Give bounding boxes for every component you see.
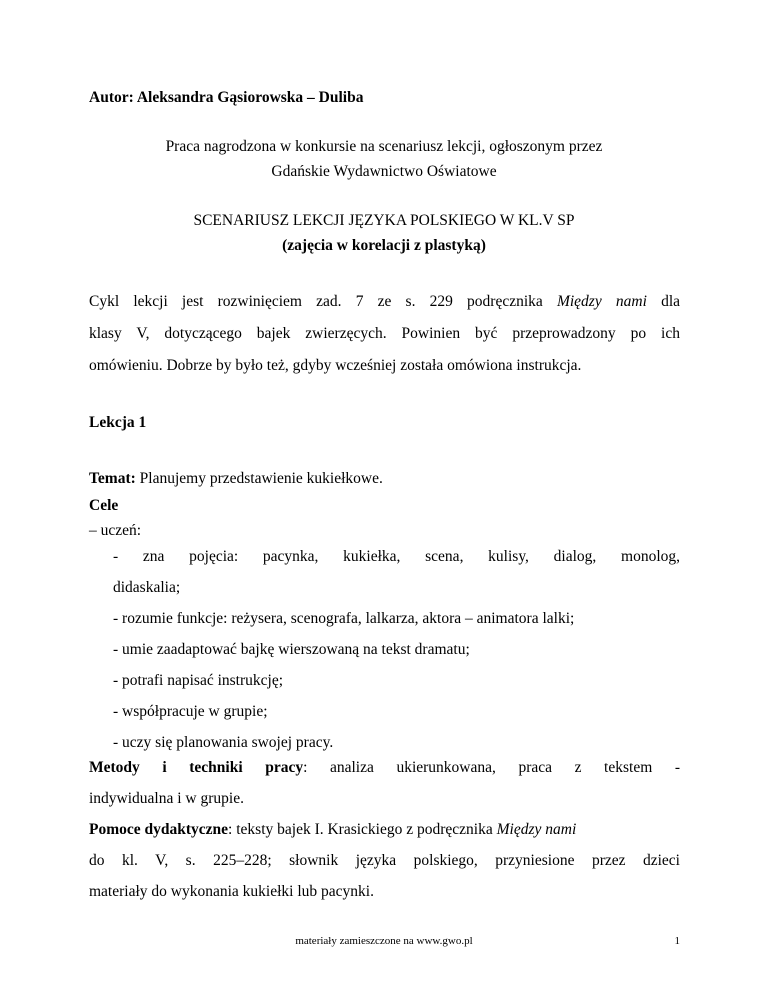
methods-label: Metody i techniki pracy <box>89 759 304 776</box>
intro-line-1 <box>89 292 680 312</box>
goal-item: - współpracuje w grupie; <box>113 703 268 720</box>
aids-line-1 <box>89 820 576 840</box>
intro-text-1b: dla <box>661 293 680 310</box>
author-label: Autor: <box>89 89 134 106</box>
award-line-1: Praca nagrodzona w konkursie na scenariusz lekcji, ogłoszonym przez <box>165 138 603 155</box>
intro-line-3: omówieniu. Dobrze by było też, gdyby wcześniej została omówiona instrukcja. <box>89 357 582 374</box>
aids-label: Pomoce dydaktyczne <box>89 821 229 838</box>
methods-line-1 <box>89 758 680 778</box>
goal-item: - zna pojęcia: pacynka, kukiełka, scena, kulisy, dialog, monolog, <box>113 548 680 565</box>
goal-item: - uczy się planowania swojej pracy. <box>113 734 334 751</box>
intro-text-1a: Cykl lekcji jest rozwinięciem zad. 7 ze s. 229 podręcznika <box>89 293 543 310</box>
student-label: – uczeń: <box>89 522 142 539</box>
goal-item: - rozumie funkcje: reżysera, scenografa, lalkarza, aktora – animatora lalki; <box>113 610 575 627</box>
document-title: SCENARIUSZ LEKCJI JĘZYKA POLSKIEGO W KL.V SP <box>193 212 575 229</box>
aids-text: : teksty bajek I. Krasickiego z podręcznika <box>228 821 493 838</box>
intro-book-title: Między nami <box>556 293 647 310</box>
goals-label: Cele <box>89 497 119 514</box>
aids-book-title: Między nami <box>496 821 577 838</box>
methods-text: : analiza ukierunkowana, praca z tekstem - <box>303 759 680 776</box>
aids-line-2: do kl. V, s. 225–228; słownik języka polskiego, przyniesione przez dzieci <box>89 852 680 869</box>
author-name: Aleksandra Gąsiorowska – Duliba <box>136 89 364 106</box>
author-line <box>89 88 363 108</box>
methods-line-2: indywidualna i w grupie. <box>89 790 244 807</box>
goal-item: - umie zaadaptować bajkę wierszowaną na tekst dramatu; <box>113 641 470 658</box>
goal-item: didaskalia; <box>113 579 181 596</box>
goal-item: - potrafi napisać instrukcję; <box>113 672 284 689</box>
topic-line <box>89 469 383 489</box>
topic-label: Temat: <box>89 470 136 487</box>
footer-source: materiały zamieszczone na www.gwo.pl <box>295 935 473 947</box>
award-line-2: Gdańskie Wydawnictwo Oświatowe <box>271 163 497 180</box>
topic-text: Planujemy przedstawienie kukiełkowe. <box>139 470 383 487</box>
page-number: 1 <box>674 935 680 947</box>
document-subtitle: (zajęcia w korelacji z plastyką) <box>282 237 486 254</box>
intro-line-2: klasy V, dotyczącego bajek zwierzęcych. Powinien być przeprowadzony po ich <box>89 325 680 342</box>
aids-line-3: materiały do wykonania kukiełki lub pacynki. <box>89 883 374 900</box>
lesson-heading: Lekcja 1 <box>89 414 147 431</box>
